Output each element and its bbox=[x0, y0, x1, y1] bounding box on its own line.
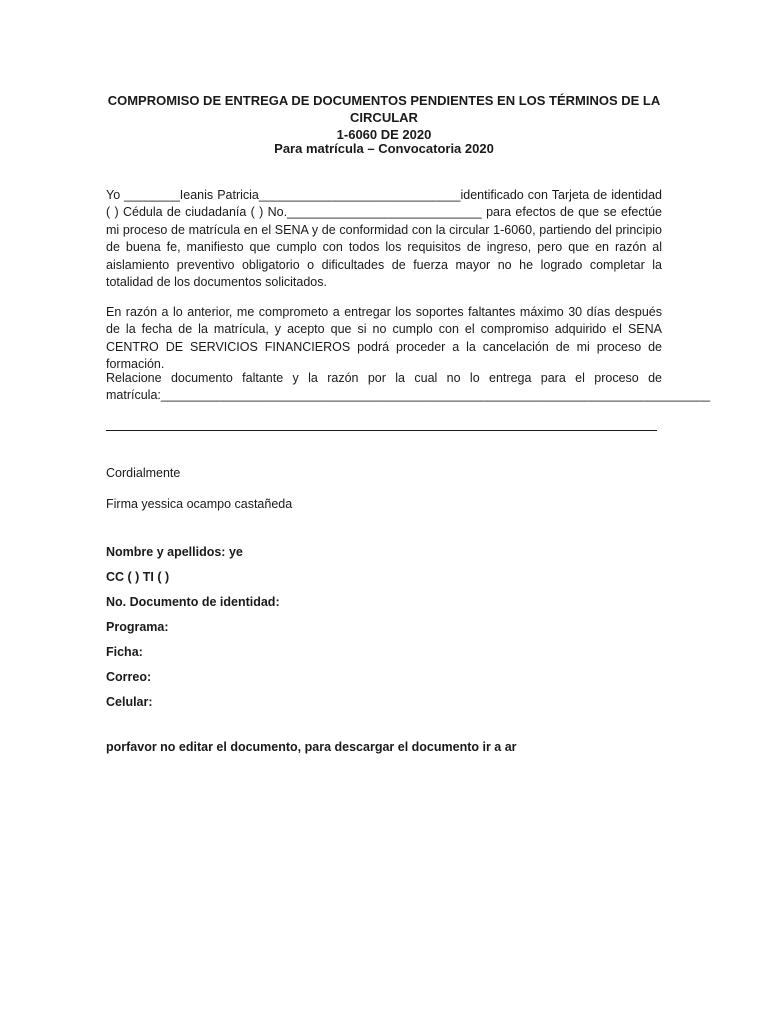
field-correo: Correo: bbox=[106, 670, 152, 684]
field-nombre: Nombre y apellidos: ye bbox=[106, 545, 243, 559]
signature-line: Firma yessica ocampo castañeda bbox=[106, 497, 293, 511]
field-cc-ti: CC ( ) TI ( ) bbox=[106, 570, 170, 584]
closing-text: Cordialmente bbox=[106, 466, 181, 480]
paragraph-declaration: Yo ________Ieanis Patricia_____________________________identificado con Tarjeta de identidad ( ) Cédula de ciudadanía ( ) No.____________________________ para efectos de que se efectúe mi proceso de matrícula en el SENA y de conformidad con la circular 1-6060, partiendo del principio de buena fe, manifiesto que cumplo con todos los requisitos de ingreso, pero que en razón al aislamiento preventivo obligatorio o dificultades de fuerza mayor no he logrado completar la totalidad de los documentos solicitados. bbox=[106, 188, 662, 290]
paragraph-commitment: En razón a lo anterior, me comprometo a entregar los soportes faltantes máximo 30 días después de la fecha de la matrícula, y acepto que si no cumplo con el compromiso adquirido el SENA CENTRO DE SERVICIOS FINANCIEROS podrá proceder a la cancelación de mi proceso de formación. bbox=[106, 305, 662, 372]
paragraph-missing-documents: Relacione documento faltante y la razón por la cual no lo entrega para el proceso de matrícula:_______________________________________________________________________________ bbox=[106, 371, 711, 403]
field-programa: Programa: bbox=[106, 620, 169, 634]
title-line-2: 1-6060 DE 2020 bbox=[336, 127, 432, 142]
field-celular: Celular: bbox=[106, 695, 153, 709]
document-title bbox=[100, 92, 668, 143]
field-documento: No. Documento de identidad: bbox=[106, 595, 280, 609]
footer-note: porfavor no editar el documento, para descargar el documento ir a ar bbox=[106, 740, 517, 754]
document-subtitle: Para matrícula – Convocatoria 2020 bbox=[274, 141, 494, 156]
blank-answer-line bbox=[106, 430, 657, 431]
title-line-1: COMPROMISO DE ENTREGA DE DOCUMENTOS PENDIENTES EN LOS TÉRMINOS DE LA CIRCULAR bbox=[107, 93, 661, 125]
field-ficha: Ficha: bbox=[106, 645, 143, 659]
